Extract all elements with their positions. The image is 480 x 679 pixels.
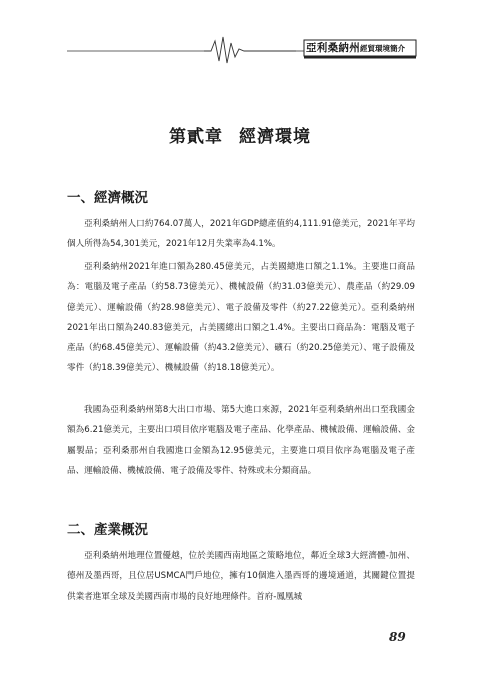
paragraph: 亞利桑納州地理位置優越，位於美國西南地區之策略地位，鄰近全球3大經濟體-加州、德州及墨西哥，且位居USMCA門戶地位，擁有10個進入墨西哥的邊境通道，其關鍵位置提供業者進軍全球及美國西南市場的良好地理條件。首府-鳳凰城 bbox=[67, 551, 415, 602]
paragraph: 我國為亞利桑納州第8大出口市場、第5大進口來源，2021年亞利桑納州出口至我國金額為6.21億美元，主要出口項目依序電腦及電子產品、化學產品、機械設備、運輸設備、金屬製品；亞利桑那州自我國進口金額為12.95億美元，主要進口項目依序為電腦及電子產品、運輸設備、機械設備、電子設備及零件、特殊或未分類商品。 bbox=[67, 405, 415, 476]
header-rule-pulse-icon bbox=[0, 0, 480, 70]
page-header bbox=[0, 0, 480, 70]
chapter-title bbox=[0, 122, 480, 147]
header-title-sub: 經貿環境簡介 bbox=[360, 44, 405, 53]
paragraph: 亞利桑納州人口約764.07萬人，2021年GDP總產值約4,111.91億美元，2021年平均個人所得為54,301美元，2021年12月失業率為4.1%。 bbox=[67, 219, 415, 250]
paragraph: 亞利桑納州2021年進口額為280.45億美元，占美國總進口額之1.1%。主要進口商品為：電腦及電子產品（約58.73億美元）、機械設備（約31.03億美元）、農產品（約29.09億美元）、運輸設備（約28.98億美元）、電子設備及零件（約27.22億美元）。亞利桑納州2021年出口額為240.83億美元，占美國總出口額之1.4%。主要出口商品為：電腦及電子產品（約68.45億美元）、運輸設備（約43.2億美元）、礦石（約20.25億美元）、電子設備及零件（約18.39億美元）、機械設備（約18.18億美元）。 bbox=[67, 262, 415, 374]
section-heading-industry: 二、產業概況 bbox=[67, 522, 148, 538]
header-title bbox=[306, 41, 416, 55]
chapter-name: 經濟環境 bbox=[239, 127, 311, 147]
header-title-main: 亞利桑納州 bbox=[306, 42, 360, 54]
chapter-number: 第貳章 bbox=[169, 127, 223, 147]
page-number: 89 bbox=[389, 630, 406, 644]
section-heading-economy: 一、經濟概況 bbox=[67, 190, 148, 206]
